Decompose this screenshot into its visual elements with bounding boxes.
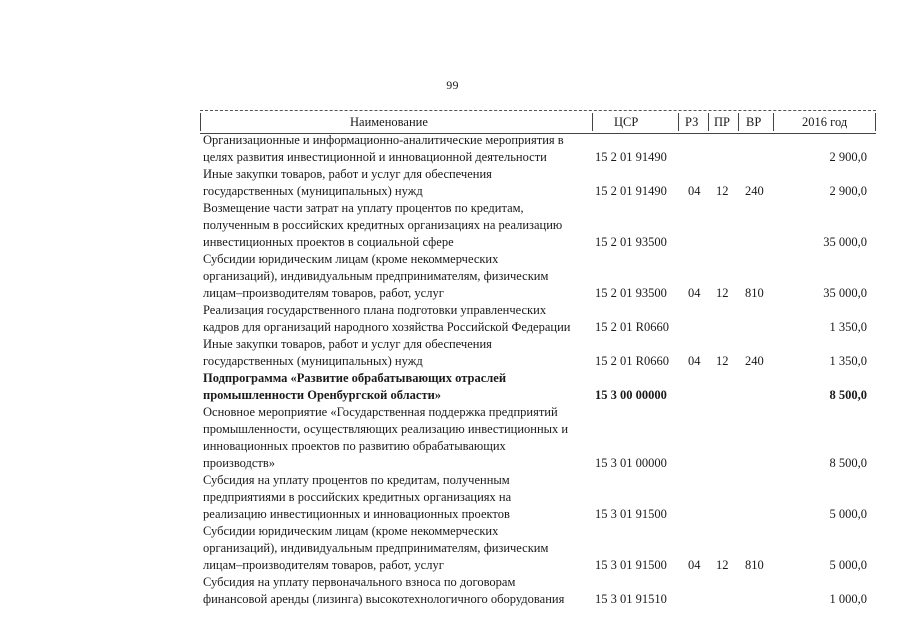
row-name: инвестиционных проектов в социальной сфере [203,235,454,249]
row-line [0,591,905,608]
row-name: Реализация государственного плана подготовки управленческих [203,303,547,317]
row-name: Субсидия на уплату первоначального взноса по договорам [203,575,516,589]
row-csr: 15 3 01 91500 [595,507,667,521]
table-body [0,132,905,608]
row-rz: 04 [688,286,701,300]
row-sum: 5 000,0 [829,558,867,572]
row-rz: 04 [688,558,701,572]
row-sum: 2 900,0 [829,150,867,164]
row-name: лицам–производителям товаров, работ, услуг [203,558,444,572]
row-csr: 15 3 01 00000 [595,456,667,470]
row-line [0,166,905,183]
row-line [0,319,905,336]
row-name: государственных (муниципальных) нужд [203,184,423,198]
row-csr: 15 2 01 91490 [595,150,667,164]
row-name: промышленности, осуществляющих реализацию инвестиционных и [203,422,569,436]
row-line [0,370,905,387]
row-csr: 15 2 01 R0660 [595,320,669,334]
header-vr: ВР [746,115,762,129]
table-row [0,166,905,200]
row-sum: 35 000,0 [823,235,867,249]
row-pr: 12 [716,354,729,368]
row-rz: 04 [688,354,701,368]
row-name: Основное мероприятие «Государственная поддержка предприятий [203,405,558,419]
row-line [0,353,905,370]
row-line [0,574,905,591]
row-line [0,472,905,489]
row-name: предприятиями в российских кредитных организациях на [203,490,512,504]
row-name: лицам–производителям товаров, работ, услуг [203,286,444,300]
row-name: Возмещение части затрат на уплату процентов по кредитам, [203,201,524,215]
row-line [0,506,905,523]
row-name: организаций), индивидуальным предпринимателям, физическим [203,269,549,283]
row-name: государственных (муниципальных) нужд [203,354,423,368]
header-name: Наименование [350,115,428,129]
row-pr: 12 [716,558,729,572]
row-line [0,200,905,217]
column-divider [738,113,739,131]
table-row [0,200,905,251]
row-name: Иные закупки товаров, работ и услуг для обеспечения [203,167,492,181]
row-csr: 15 3 00 00000 [595,388,667,402]
row-name: инновационных проектов по развитию обрабатывающих [203,439,506,453]
row-csr: 15 2 01 93500 [595,235,667,249]
row-sum: 8 500,0 [829,388,867,402]
row-csr: 15 2 01 R0660 [595,354,669,368]
table-row [0,132,905,166]
row-line [0,217,905,234]
header-year: 2016 год [802,115,848,129]
column-divider [708,113,709,131]
row-line [0,540,905,557]
row-csr: 15 3 01 91500 [595,558,667,572]
row-csr: 15 2 01 91490 [595,184,667,198]
row-pr: 12 [716,286,729,300]
table-row [0,404,905,472]
row-vr: 240 [745,354,764,368]
row-name: финансовой аренды (лизинга) высокотехнологичного оборудования [203,592,565,606]
table-header [200,110,876,134]
row-line [0,557,905,574]
row-name: организаций), индивидуальным предпринимателям, физическим [203,541,549,555]
row-csr: 15 2 01 93500 [595,286,667,300]
page-number: 99 [446,78,459,92]
row-line [0,183,905,200]
row-line [0,268,905,285]
table-row [0,472,905,523]
row-name: Организационные и информационно-аналитические мероприятия в [203,133,564,147]
row-name: полученным в российских кредитных организациях на реализацию [203,218,563,232]
row-line [0,438,905,455]
row-name: производств» [203,456,276,470]
header-pr: ПР [714,115,730,129]
row-line [0,336,905,353]
column-divider [875,113,876,131]
row-vr: 810 [745,286,764,300]
header-rz: РЗ [685,115,699,129]
row-name: Иные закупки товаров, работ и услуг для обеспечения [203,337,492,351]
table-row [0,370,905,404]
table-row [0,251,905,302]
row-name: промышленности Оренбургской области» [203,388,442,402]
table-row [0,523,905,574]
row-sum: 1 000,0 [829,592,867,606]
row-name: Субсидии юридическим лицам (кроме некоммерческих [203,252,499,266]
row-name: реализацию инвестиционных и инновационных проектов [203,507,510,521]
row-name: целях развития инвестиционной и инновационной деятельности [203,150,547,164]
table-row [0,302,905,336]
row-line [0,421,905,438]
column-divider [200,113,201,131]
row-line [0,387,905,404]
row-sum: 8 500,0 [829,456,867,470]
row-sum: 1 350,0 [829,320,867,334]
table-row [0,336,905,370]
row-sum: 35 000,0 [823,286,867,300]
row-sum: 5 000,0 [829,507,867,521]
row-line [0,302,905,319]
column-divider [592,113,593,131]
column-divider [678,113,679,131]
row-name: Субсидия на уплату процентов по кредитам, полученным [203,473,510,487]
table-row [0,574,905,608]
row-line [0,234,905,251]
row-line [0,285,905,302]
row-name: Подпрограмма «Развитие обрабатывающих отраслей [203,371,507,385]
row-line [0,404,905,421]
row-line [0,455,905,472]
row-rz: 04 [688,184,701,198]
row-sum: 1 350,0 [829,354,867,368]
column-divider [773,113,774,131]
row-line [0,489,905,506]
row-line [0,132,905,149]
row-name: Субсидии юридическим лицам (кроме некоммерческих [203,524,499,538]
row-line [0,523,905,540]
row-vr: 240 [745,184,764,198]
row-sum: 2 900,0 [829,184,867,198]
header-csr: ЦСР [614,115,639,129]
row-line [0,251,905,268]
row-line [0,149,905,166]
row-name: кадров для организаций народного хозяйства Российской Федерации [203,320,571,334]
row-pr: 12 [716,184,729,198]
row-csr: 15 3 01 91510 [595,592,667,606]
row-vr: 810 [745,558,764,572]
